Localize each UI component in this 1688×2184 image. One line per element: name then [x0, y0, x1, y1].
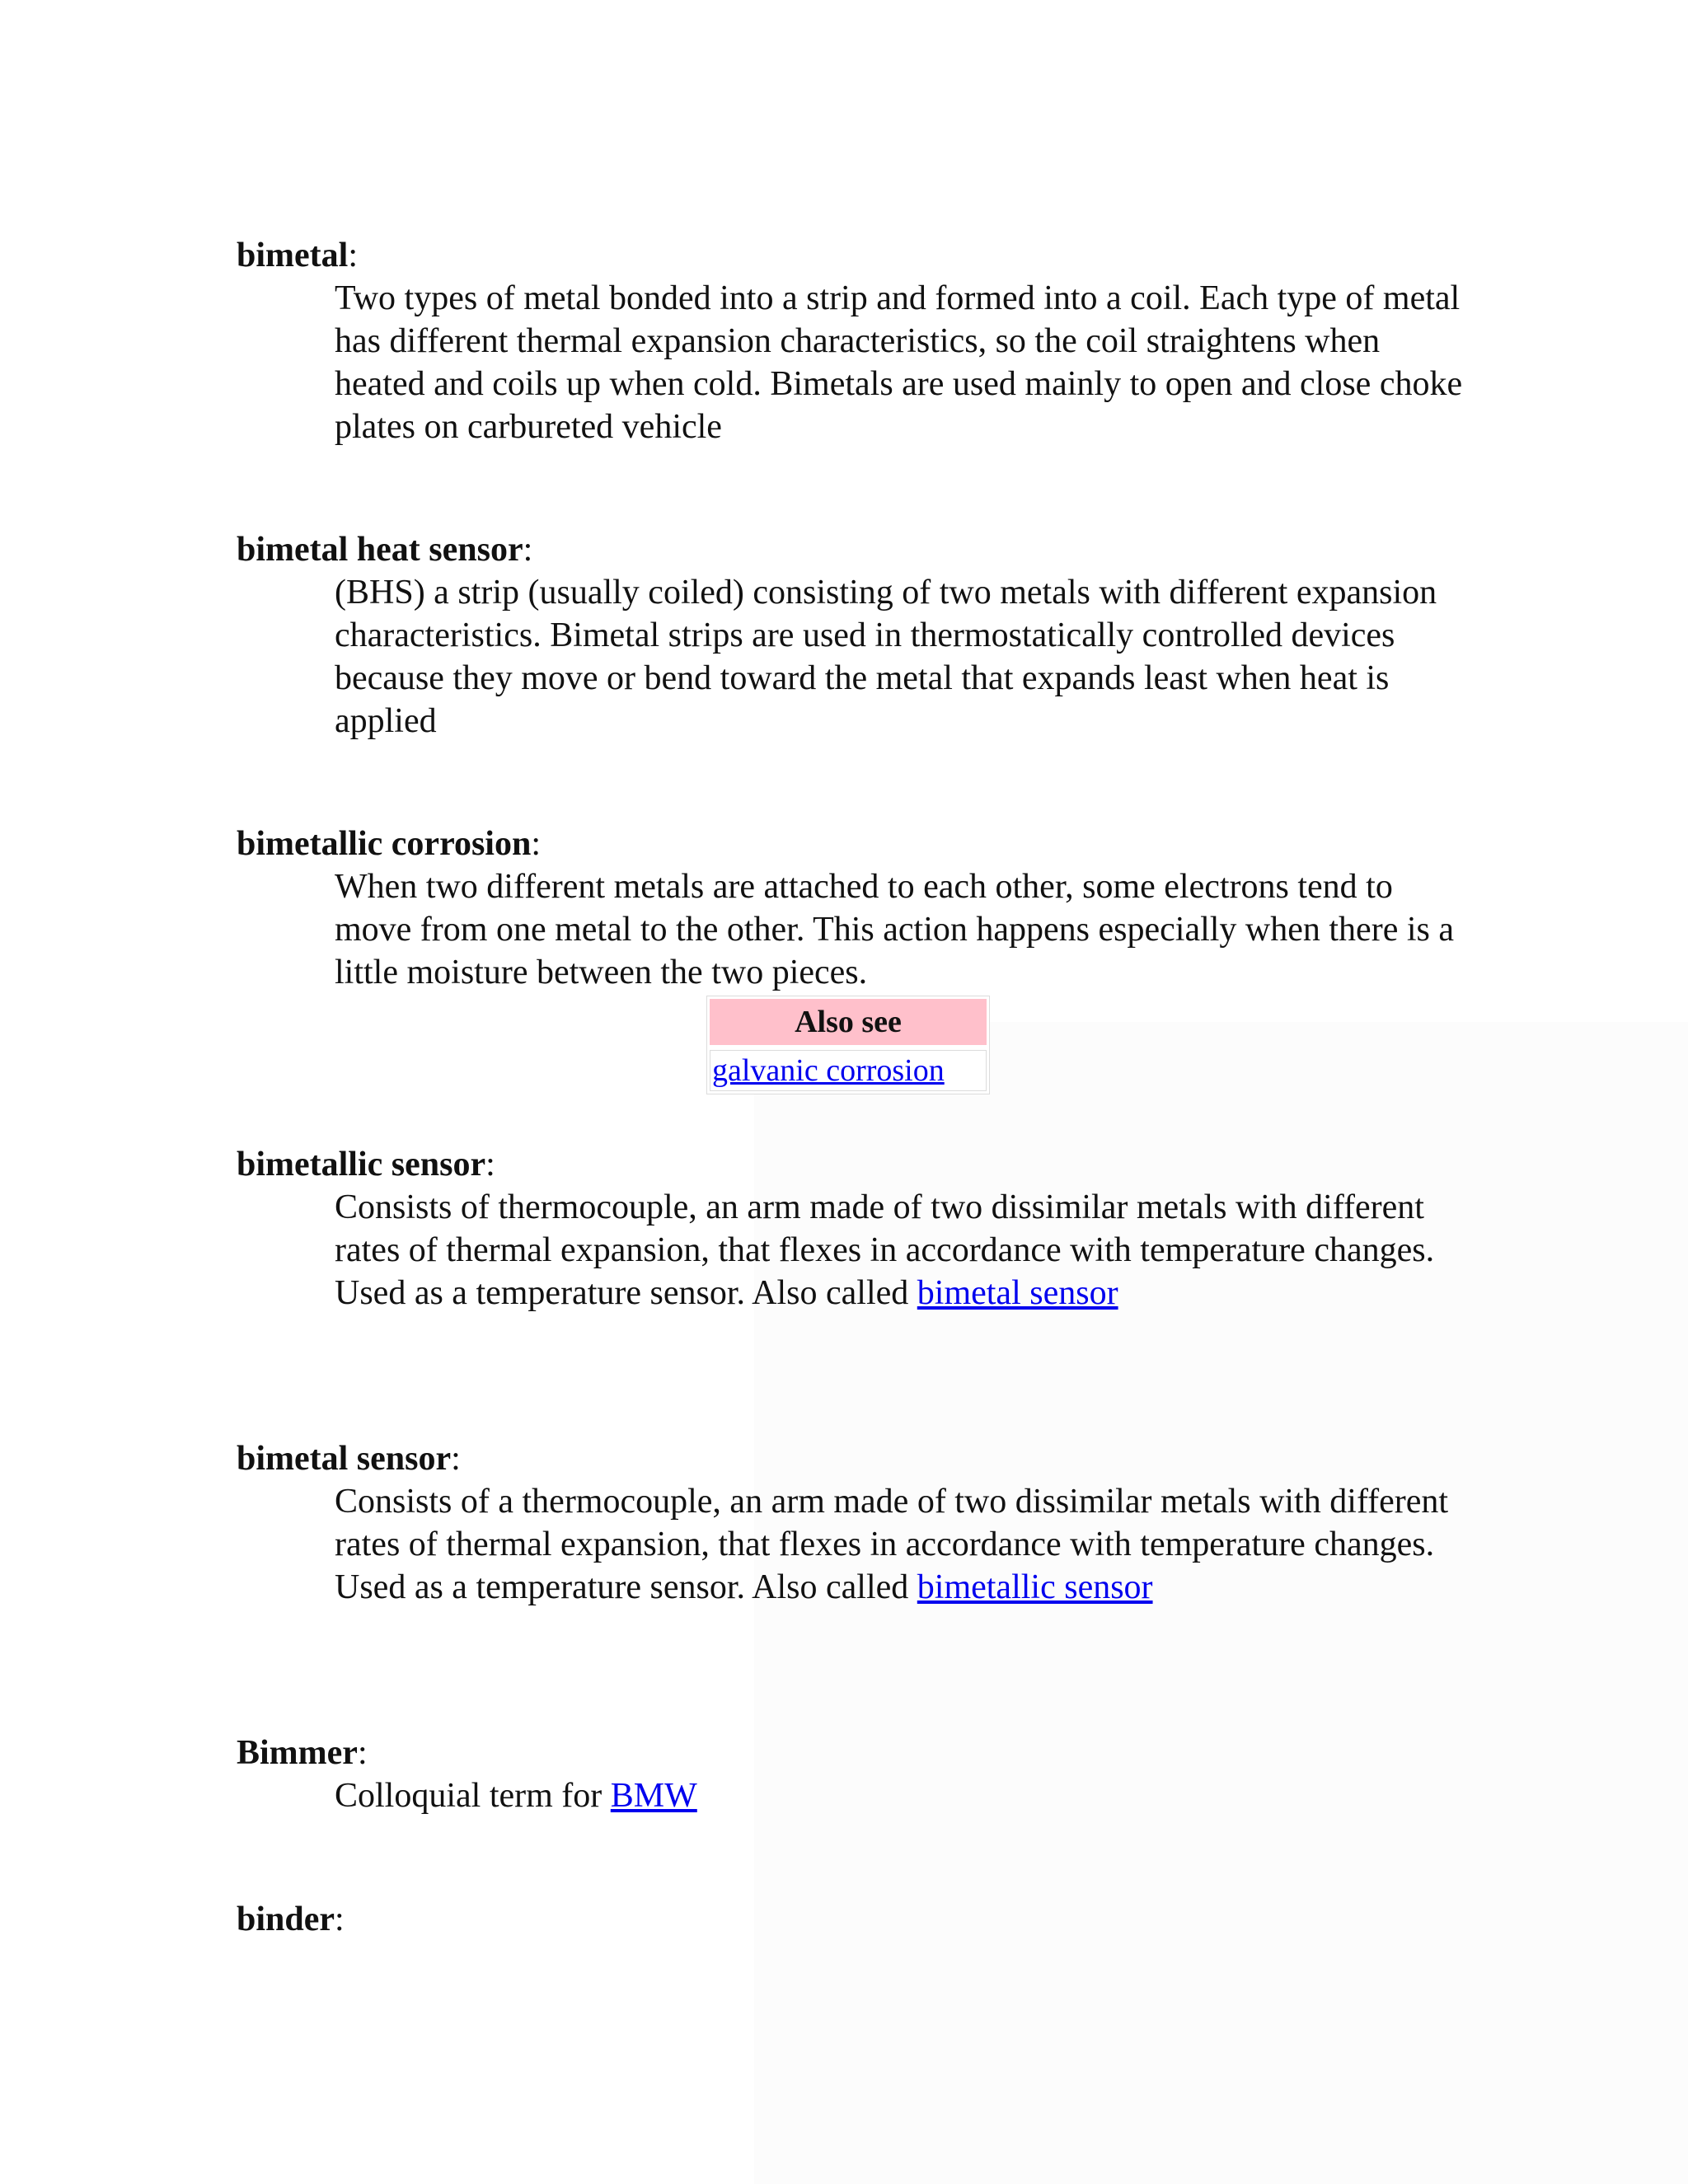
- glossary-entry-bimetal: [237, 234, 1473, 528]
- glossary-page: [237, 234, 1473, 1941]
- term-definition: When two different metals are attached to each other, some electrons tend to move from one metal to the other. This action happens especially when there is a little moisture between the two pieces.: [335, 868, 1454, 991]
- glossary-entry-bimetal-sensor: [237, 1437, 1473, 1732]
- glossary-entry-bimetallic-corrosion: [237, 823, 1473, 1143]
- term-label: binder: [237, 1900, 335, 1938]
- term-label: bimetal heat sensor: [237, 531, 523, 569]
- also-see-heading: Also see: [710, 999, 987, 1045]
- term-heading: bimetal:: [237, 237, 358, 274]
- term-label: bimetal sensor: [237, 1440, 452, 1478]
- bimetal-sensor-link[interactable]: bimetal sensor: [917, 1274, 1118, 1312]
- also-see-cell: [710, 1050, 987, 1091]
- term-definition: Colloquial term for BMW: [335, 1777, 697, 1815]
- bimetallic-sensor-link[interactable]: bimetallic sensor: [917, 1568, 1153, 1606]
- term-heading: bimetallic sensor:: [237, 1146, 495, 1183]
- glossary-entry-bimmer: [237, 1732, 1473, 1898]
- glossary-entry-bimetallic-sensor: [237, 1143, 1473, 1437]
- also-see-box: [706, 996, 990, 1094]
- term-definition: Two types of metal bonded into a strip and formed into a coil. Each type of metal has different thermal expansion characteristics, so the coil straightens when heated and coils up when cold. Bimetals are used mainly to open and close choke plates on carbureted vehicle: [335, 279, 1463, 446]
- term-heading: bimetal heat sensor:: [237, 531, 533, 569]
- term-label: bimetal: [237, 237, 349, 274]
- galvanic-corrosion-link[interactable]: galvanic corrosion: [712, 1053, 945, 1088]
- term-heading: bimetal sensor:: [237, 1440, 461, 1478]
- term-heading: Bimmer:: [237, 1734, 368, 1772]
- term-label: Bimmer: [237, 1734, 358, 1772]
- term-heading: bimetallic corrosion:: [237, 825, 541, 863]
- term-label: bimetallic sensor: [237, 1146, 486, 1183]
- term-heading: binder:: [237, 1900, 345, 1938]
- term-label: bimetallic corrosion: [237, 825, 532, 863]
- term-definition: (BHS) a strip (usually coiled) consisting of two metals with different expansion characteristics. Bimetal strips are used in thermostatically controlled devices because they move or bend toward the metal that expands least when heat is applied: [335, 574, 1437, 740]
- term-definition: Consists of thermocouple, an arm made of two dissimilar metals with different rates of thermal expansion, that flexes in accordance with temperature changes. Used as a temperature sensor. Also called bimetal sensor: [335, 1188, 1435, 1312]
- bmw-link[interactable]: BMW: [610, 1777, 697, 1815]
- glossary-entry-bimetal-heat-sensor: [237, 528, 1473, 823]
- term-definition: Consists of a thermocouple, an arm made of two dissimilar metals with different rates of thermal expansion, that flexes in accordance with temperature changes. Used as a temperature sensor. Also called bimetallic sensor: [335, 1483, 1449, 1606]
- glossary-entry-binder: [237, 1898, 1473, 1941]
